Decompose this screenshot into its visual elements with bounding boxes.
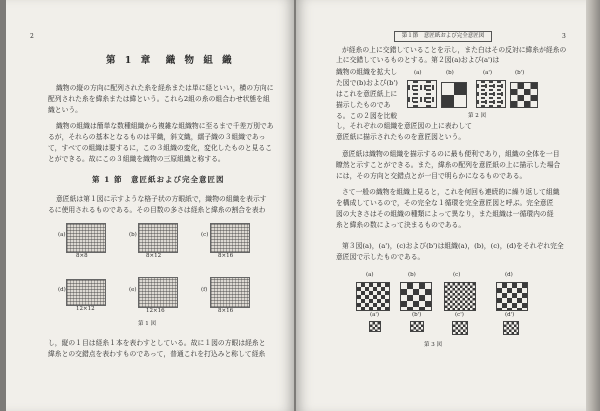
- figure-caption: 第 2 図: [468, 113, 486, 119]
- right-text-line: 織物の組織を拡大し: [336, 68, 398, 76]
- page-fore-edge: [586, 0, 600, 411]
- grid-label-prefix: (c): [201, 232, 209, 238]
- grid-label-prefix: (b): [129, 232, 137, 238]
- right-text-line: 描示したものであ: [336, 101, 391, 109]
- right-text-line: 意匠図で示したものである。: [336, 253, 425, 261]
- grid-label-prefix: (a): [58, 232, 66, 238]
- right-text-line: た図で(b)および(b'): [336, 79, 398, 87]
- left-text-line: るが，それらの基本となるものは平織，斜文織，繻子織の３組織であっ: [48, 133, 266, 141]
- left-text-line: 緯糸との交錯点を表わすものであって，普通これを打込みと称して経糸: [48, 350, 266, 358]
- grid-label: 8×12: [146, 253, 162, 259]
- grid-label: 8×16: [218, 253, 234, 259]
- right-text-line: る。この２図を比較: [336, 112, 398, 120]
- right-text-line: 第３図(a)，(a')，(c)および(b')は組織(a)，(b)，(c)，(d)をそれぞれ完全: [342, 242, 564, 250]
- grid-label: 12×12: [76, 306, 95, 312]
- fig2-pattern: [510, 82, 538, 108]
- right-text-line: 意匠紙に描示されたものを意匠図という。: [336, 133, 466, 141]
- right-text-line: はこれを意匠紙上に: [336, 90, 398, 98]
- chapter-title: 第 1 章 織 物 組 織: [106, 55, 235, 66]
- checker-pattern-small: [410, 321, 424, 332]
- left-text-line: とができる。故にこの３組織を織物の三原組織と称する。: [48, 155, 225, 163]
- checker-pattern-small: [369, 321, 381, 332]
- left-page: [6, 0, 294, 411]
- fig2-label: (a): [414, 70, 422, 76]
- checker-pattern-small: [503, 321, 519, 335]
- checker-pattern: [356, 282, 390, 311]
- fig3-label: (d): [505, 272, 513, 278]
- right-text-line: 意匠紙は織物の組織を描示するのに最も便利であり，組織の全体を一目: [342, 150, 560, 158]
- left-text-line: 織物の縦の方向に配列された糸を経糸または単に経といい，横の方向に: [56, 84, 274, 92]
- grid-label: 12×16: [146, 308, 165, 314]
- fig3-label: (a'): [370, 312, 380, 318]
- left-text-line: て，すべての組織は要するに，この３組織の変化，変化したものと見るこ: [48, 144, 273, 152]
- section-title: 第 1 節 意匠紙および完全意匠図: [92, 175, 225, 184]
- fig3-label: (a): [366, 272, 374, 278]
- fig3-label: (b): [408, 272, 416, 278]
- left-page-number: 2: [30, 33, 34, 40]
- running-head: 第１節 意匠紙および完全意匠図: [394, 31, 492, 42]
- fig3-label: (b'): [412, 312, 422, 318]
- checker-pattern: [400, 282, 432, 311]
- fig3-label: (d'): [505, 312, 515, 318]
- figure-caption: 第 3 図: [424, 342, 442, 348]
- fig3-label: (c): [453, 272, 461, 278]
- fig3-label: (c'): [455, 312, 464, 318]
- right-text-line: 上に交錯しているものとする。第２図(a)および(a')は: [336, 56, 500, 64]
- left-text-line: るに使用されるものである。その目数の多さは経糸と緯糸の割合を表わ: [48, 206, 266, 214]
- right-text-line: 図の大きさはその組織の種類によって異なり，また組織は一循環内の経: [336, 210, 554, 218]
- right-text-line: が経糸の上に交錯していることを示し，また白はその反対に緯糸が経糸の: [342, 46, 567, 54]
- right-text-line: し，それぞれの組織を意匠図の上に表わして: [336, 122, 472, 130]
- grid-label-prefix: (f): [201, 287, 208, 293]
- right-text-line: 糸と緯糸の数によって決まるものである。: [336, 221, 466, 229]
- graph-paper-grid: [66, 223, 106, 253]
- fig2-pattern: [441, 82, 467, 108]
- right-text-line: さて一般の織物を組織上見ると，これを何回も連続的に繰り返して組織: [342, 188, 560, 196]
- figure-caption: 第 1 図: [138, 321, 156, 327]
- right-page: [296, 0, 586, 411]
- right-text-line: を構成しているので，その完全な１循環を完全意匠図と呼ぶ。完全意匠: [336, 199, 554, 207]
- grid-label-prefix: (d): [58, 287, 66, 293]
- right-page-number: 3: [562, 33, 566, 40]
- graph-paper-grid: [138, 277, 178, 308]
- graph-paper-grid: [66, 279, 106, 306]
- graph-paper-grid: [210, 277, 250, 308]
- right-text-line: には，その方向と交錯点とが一目で明らかになるものである。: [336, 172, 527, 180]
- grid-label: 8×8: [76, 253, 88, 259]
- grid-label: 8×16: [218, 308, 234, 314]
- left-text-line: 意匠紙は第１図に示すような格子状の方眼紙で，織物の組織を表示す: [56, 195, 267, 203]
- graph-paper-grid: [138, 223, 178, 253]
- left-text-line: 配列された糸を緯糸または緯という。これら2組の糸の組合わせ状態を組: [48, 95, 270, 103]
- fig2-label: (b'): [515, 70, 525, 76]
- left-text-line: し，縦の１目は経糸１本を表わすとしている。故に１図の方眼は経糸と: [48, 339, 266, 347]
- grid-label-prefix: (e): [129, 287, 137, 293]
- weave-diagram: [407, 80, 437, 108]
- graph-paper-grid: [210, 223, 250, 253]
- checker-pattern: [496, 282, 528, 311]
- left-text-line: 織という。: [48, 106, 82, 114]
- right-text-line: 瞭然と示すことができる。また，緯糸の配列を意匠紙の上に描示した場合: [336, 161, 561, 169]
- fig2-label: (b): [446, 70, 454, 76]
- checker-pattern: [444, 282, 476, 311]
- checker-pattern-small: [452, 321, 468, 335]
- weave-diagram: [476, 80, 506, 108]
- left-text-line: 織物の組織は簡単な数種組織から複雑な組織物に至るまで千差万別であ: [56, 122, 274, 130]
- fig2-label: (a'): [483, 70, 493, 76]
